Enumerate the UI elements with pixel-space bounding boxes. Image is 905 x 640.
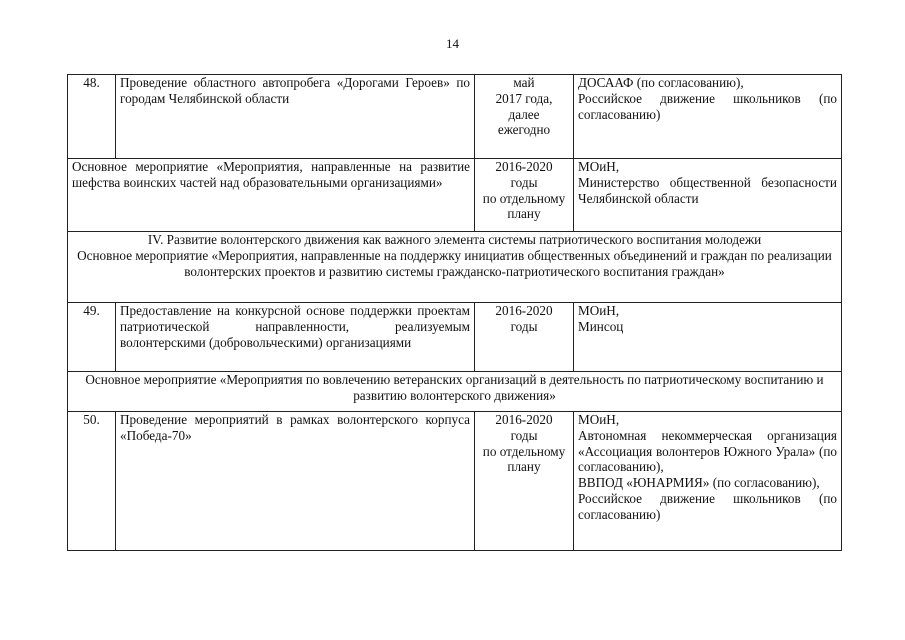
page-number: 14 [446,36,459,51]
row-number: 48. [68,75,116,159]
event-description: Проведение мероприятий в рамках волонтерского корпуса «Победа-70» [116,412,475,551]
table-row [68,303,842,372]
main-event-description: Основное мероприятие «Мероприятия, направленные на развитие шефства воинских частей над образовательными организациями» [68,159,475,232]
responsible-cell: ДОСААФ (по согласованию), Российское движение школьников (по согласованию) [574,75,842,159]
period-cell: 2016-2020 годы по отдельному плану [475,412,574,551]
responsible-cell: МОиН, Автономная некоммерческая организация «Ассоциация волонтеров Южного Урала» (по согласованию), ВВПОД «ЮНАРМИЯ» (по согласованию), Российское движение школьников (по согласованию) [574,412,842,551]
row-number: 49. [68,303,116,372]
period-cell: 2016-2020 годы [475,303,574,372]
period-cell: май 2017 года, далее ежегодно [475,75,574,159]
period-cell: 2016-2020 годы по отдельному плану [475,159,574,232]
events-table [67,74,842,551]
event-description: Проведение областного автопробега «Дорогами Героев» по городам Челябинской области [116,75,475,159]
section-subtitle: Основное мероприятие «Мероприятия, направленные на поддержку инициатив общественных объединений и граждан по реализации волонтерских проектов и развитию системы гражданско-патриотического воспитания граждан» [77,247,832,279]
event-description: Предоставление на конкурсной основе поддержки проектам патриотической направленности, реализуемым волонтерскими (добровольческими) организациями [116,303,475,372]
table-row [68,412,842,551]
responsible-cell: МОиН, Министерство общественной безопасности Челябинской области [574,159,842,232]
table-row [68,372,842,412]
section-heading [68,232,842,303]
table-row [68,159,842,232]
table-row [68,75,842,159]
main-event-heading: Основное мероприятие «Мероприятия по вовлечению ветеранских организаций в деятельность по патриотическому воспитанию и развитию волонтерского движения» [68,372,842,412]
table-row [68,232,842,303]
section-title: IV. Развитие волонтерского движения как важного элемента системы патриотического воспитания молодежи [147,232,762,247]
responsible-cell: МОиН, Минсоц [574,303,842,372]
row-number: 50. [68,412,116,551]
